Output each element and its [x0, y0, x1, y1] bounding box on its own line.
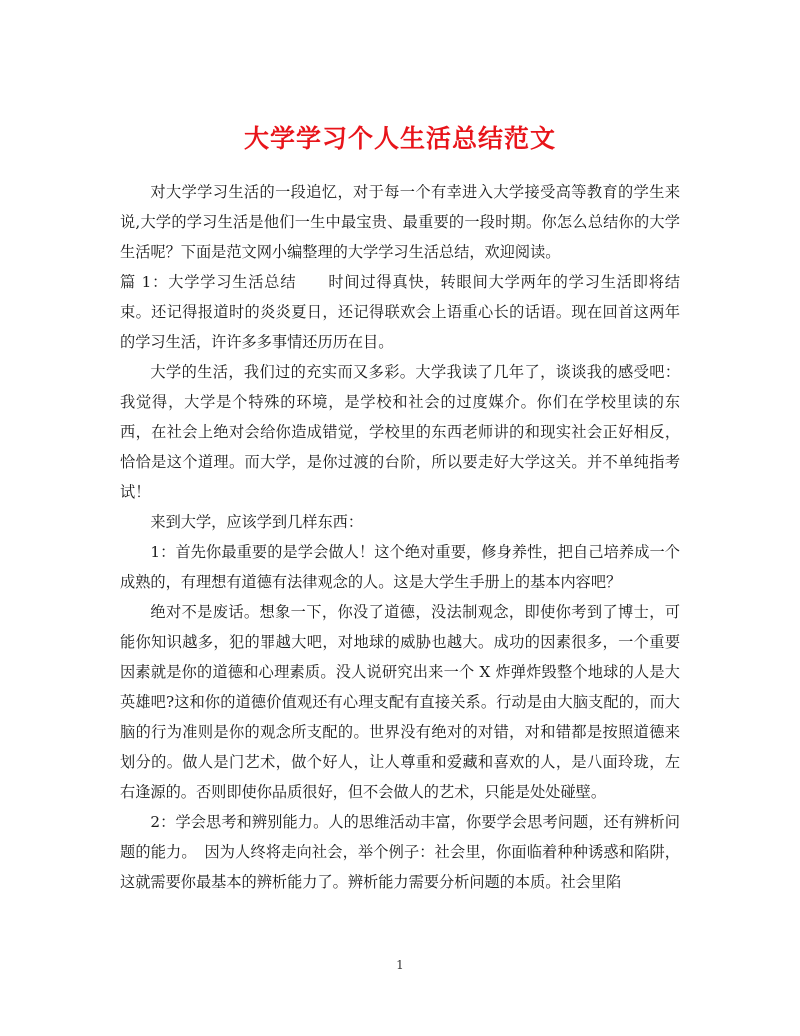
- document-body: [120, 177, 680, 897]
- paragraph-point-1: 1：首先你最重要的是学会做人！这个绝对重要，修身养性，把自己培养成一个成熟的，有理想有道德有法律观念的人。这是大学生手册上的基本内容吧？: [120, 543, 680, 591]
- paragraph-section-1: 篇 1：大学学习生活总结 时间过得真快，转眼间大学两年的学习生活即将结束。还记得报道时的炎炎夏日，还记得联欢会上语重心长的话语。现在回首这两年的学习生活，许许多多事情还历历在目。: [120, 273, 680, 351]
- paragraph-morality: 绝对不是废话。想象一下，你没了道德，没法制观念，即使你考到了博士，可能你知识越多，犯的罪越大吧，对地球的威胁也越大。成功的因素很多，一个重要因素就是你的道德和心理素质。没人说研究出来一个 X 炸弹炸毁整个地球的人是大英雄吧?这和你的道德价值观还有心理支配有直接关系。行动是由大脑支配的，而大脑的行为准则是你的观念所支配的。世界没有绝对的对错，对和错都是按照道德来划分的。做人是门艺术，做个好人，让人尊重和爱藏和喜欢的人，是八面玲珑，左右逢源的。否则即使你品质很好，但不会做人的艺术，只能是处处碰壁。: [120, 603, 680, 801]
- paragraph-college-life: 大学的生活，我们过的充实而又多彩。大学我读了几年了，谈谈我的感受吧：我觉得，大学是个特殊的环境，是学校和社会的过度媒介。你们在学校里读的东西，在社会上绝对会给你造成错觉，学校里的东西老师讲的和现实社会正好相反，恰恰是这个道理。而大学，是你过渡的台阶，所以要走好大学这关。并不单纯指考试！: [120, 363, 680, 501]
- page-number: 1: [396, 958, 404, 972]
- paragraph-intro: 对大学学习生活的一段追忆，对于每一个有幸进入大学接受高等教育的学生来说,大学的学习生活是他们一生中最宝贵、最重要的一段时期。你怎么总结你的大学生活呢？下面是范文网小编整理的大学学习生活总结，欢迎阅读。: [120, 183, 680, 261]
- paragraph-things-to-learn: 来到大学，应该学到几样东西：: [150, 513, 364, 531]
- paragraph-point-2: 2：学会思考和辨别能力。人的思维活动丰富，你要学会思考问题，还有辨析问题的能力。 因为人终将走向社会，举个例子：社会里，你面临着种种诱惑和陷阱，这就需要你最基本的辨析能力了。辨析能力需要分析问题的本质。社会里陷: [120, 813, 680, 891]
- document-title: 大学学习个人生活总结范文: [243, 123, 556, 153]
